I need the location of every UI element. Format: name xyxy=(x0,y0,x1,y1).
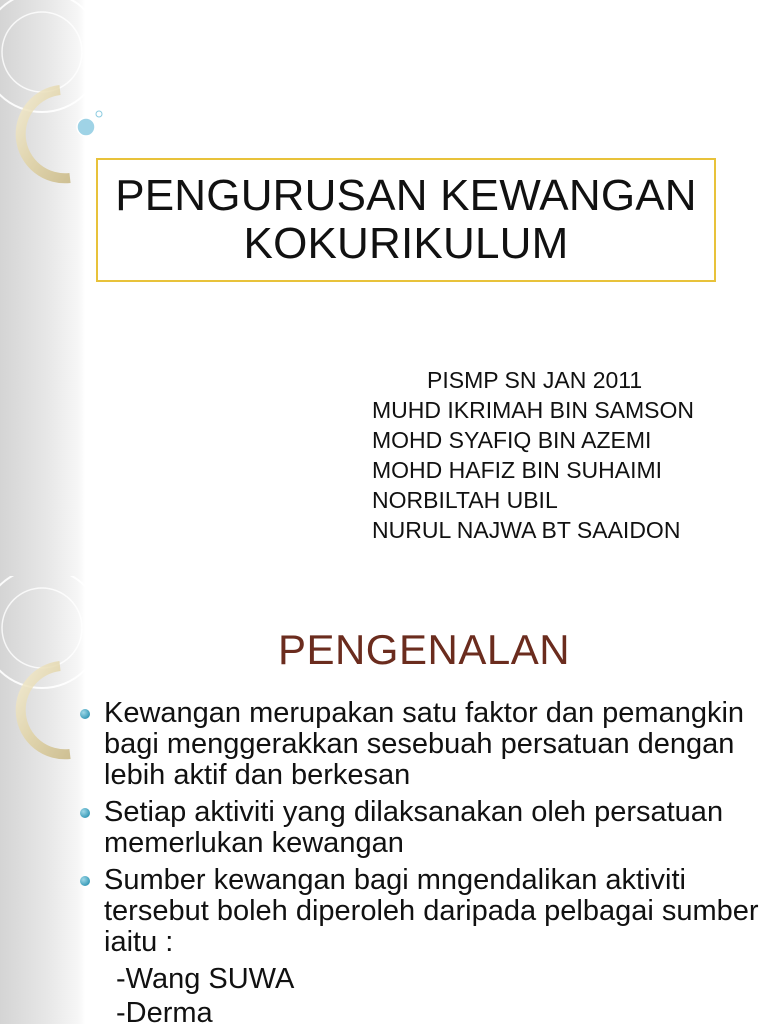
bullet-item xyxy=(80,797,760,859)
credit-name: MUHD IKRIMAH BIN SAMSON xyxy=(372,397,695,423)
bubble-icon xyxy=(77,118,95,136)
credits xyxy=(372,365,752,545)
bullet-text: Setiap aktiviti yang dilaksanakan oleh persatuan memerlukan kewangan xyxy=(104,796,724,859)
bullet-dot-icon xyxy=(80,808,90,818)
sub-item: -Derma xyxy=(116,997,213,1024)
bullet-item xyxy=(80,698,760,791)
bullet-dot-icon xyxy=(80,876,90,886)
bullet-text: Kewangan merupakan satu faktor dan pemangkin bagi menggerakkan sesebuah persatuan dengan lebih aktif dan berkesan xyxy=(104,697,745,791)
slide-2 xyxy=(0,576,768,1024)
bullet-dot-icon xyxy=(80,709,90,719)
title-box xyxy=(96,158,716,282)
title-line-2: KOKURIKULUM xyxy=(243,219,569,268)
credits-heading: PISMP SN JAN 2011 xyxy=(427,367,643,393)
credit-name: MOHD SYAFIQ BIN AZEMI xyxy=(372,427,652,453)
credit-name: NURUL NAJWA BT SAAIDON xyxy=(372,517,681,543)
bullet-text: Sumber kewangan bagi mngendalikan aktiviti tersebut boleh diperoleh daripada pelbagai sumber iaitu : xyxy=(104,864,759,958)
section-title: PENGENALAN xyxy=(277,626,571,673)
sub-item: -Wang SUWA xyxy=(116,963,295,995)
bullet-list xyxy=(80,698,760,1024)
bullet-item xyxy=(80,865,760,958)
title-line-1: PENGURUSAN KEWANGAN xyxy=(115,171,697,220)
credit-name: NORBILTAH UBIL xyxy=(372,487,558,513)
credit-name: MOHD HAFIZ BIN SUHAIMI xyxy=(372,457,663,483)
